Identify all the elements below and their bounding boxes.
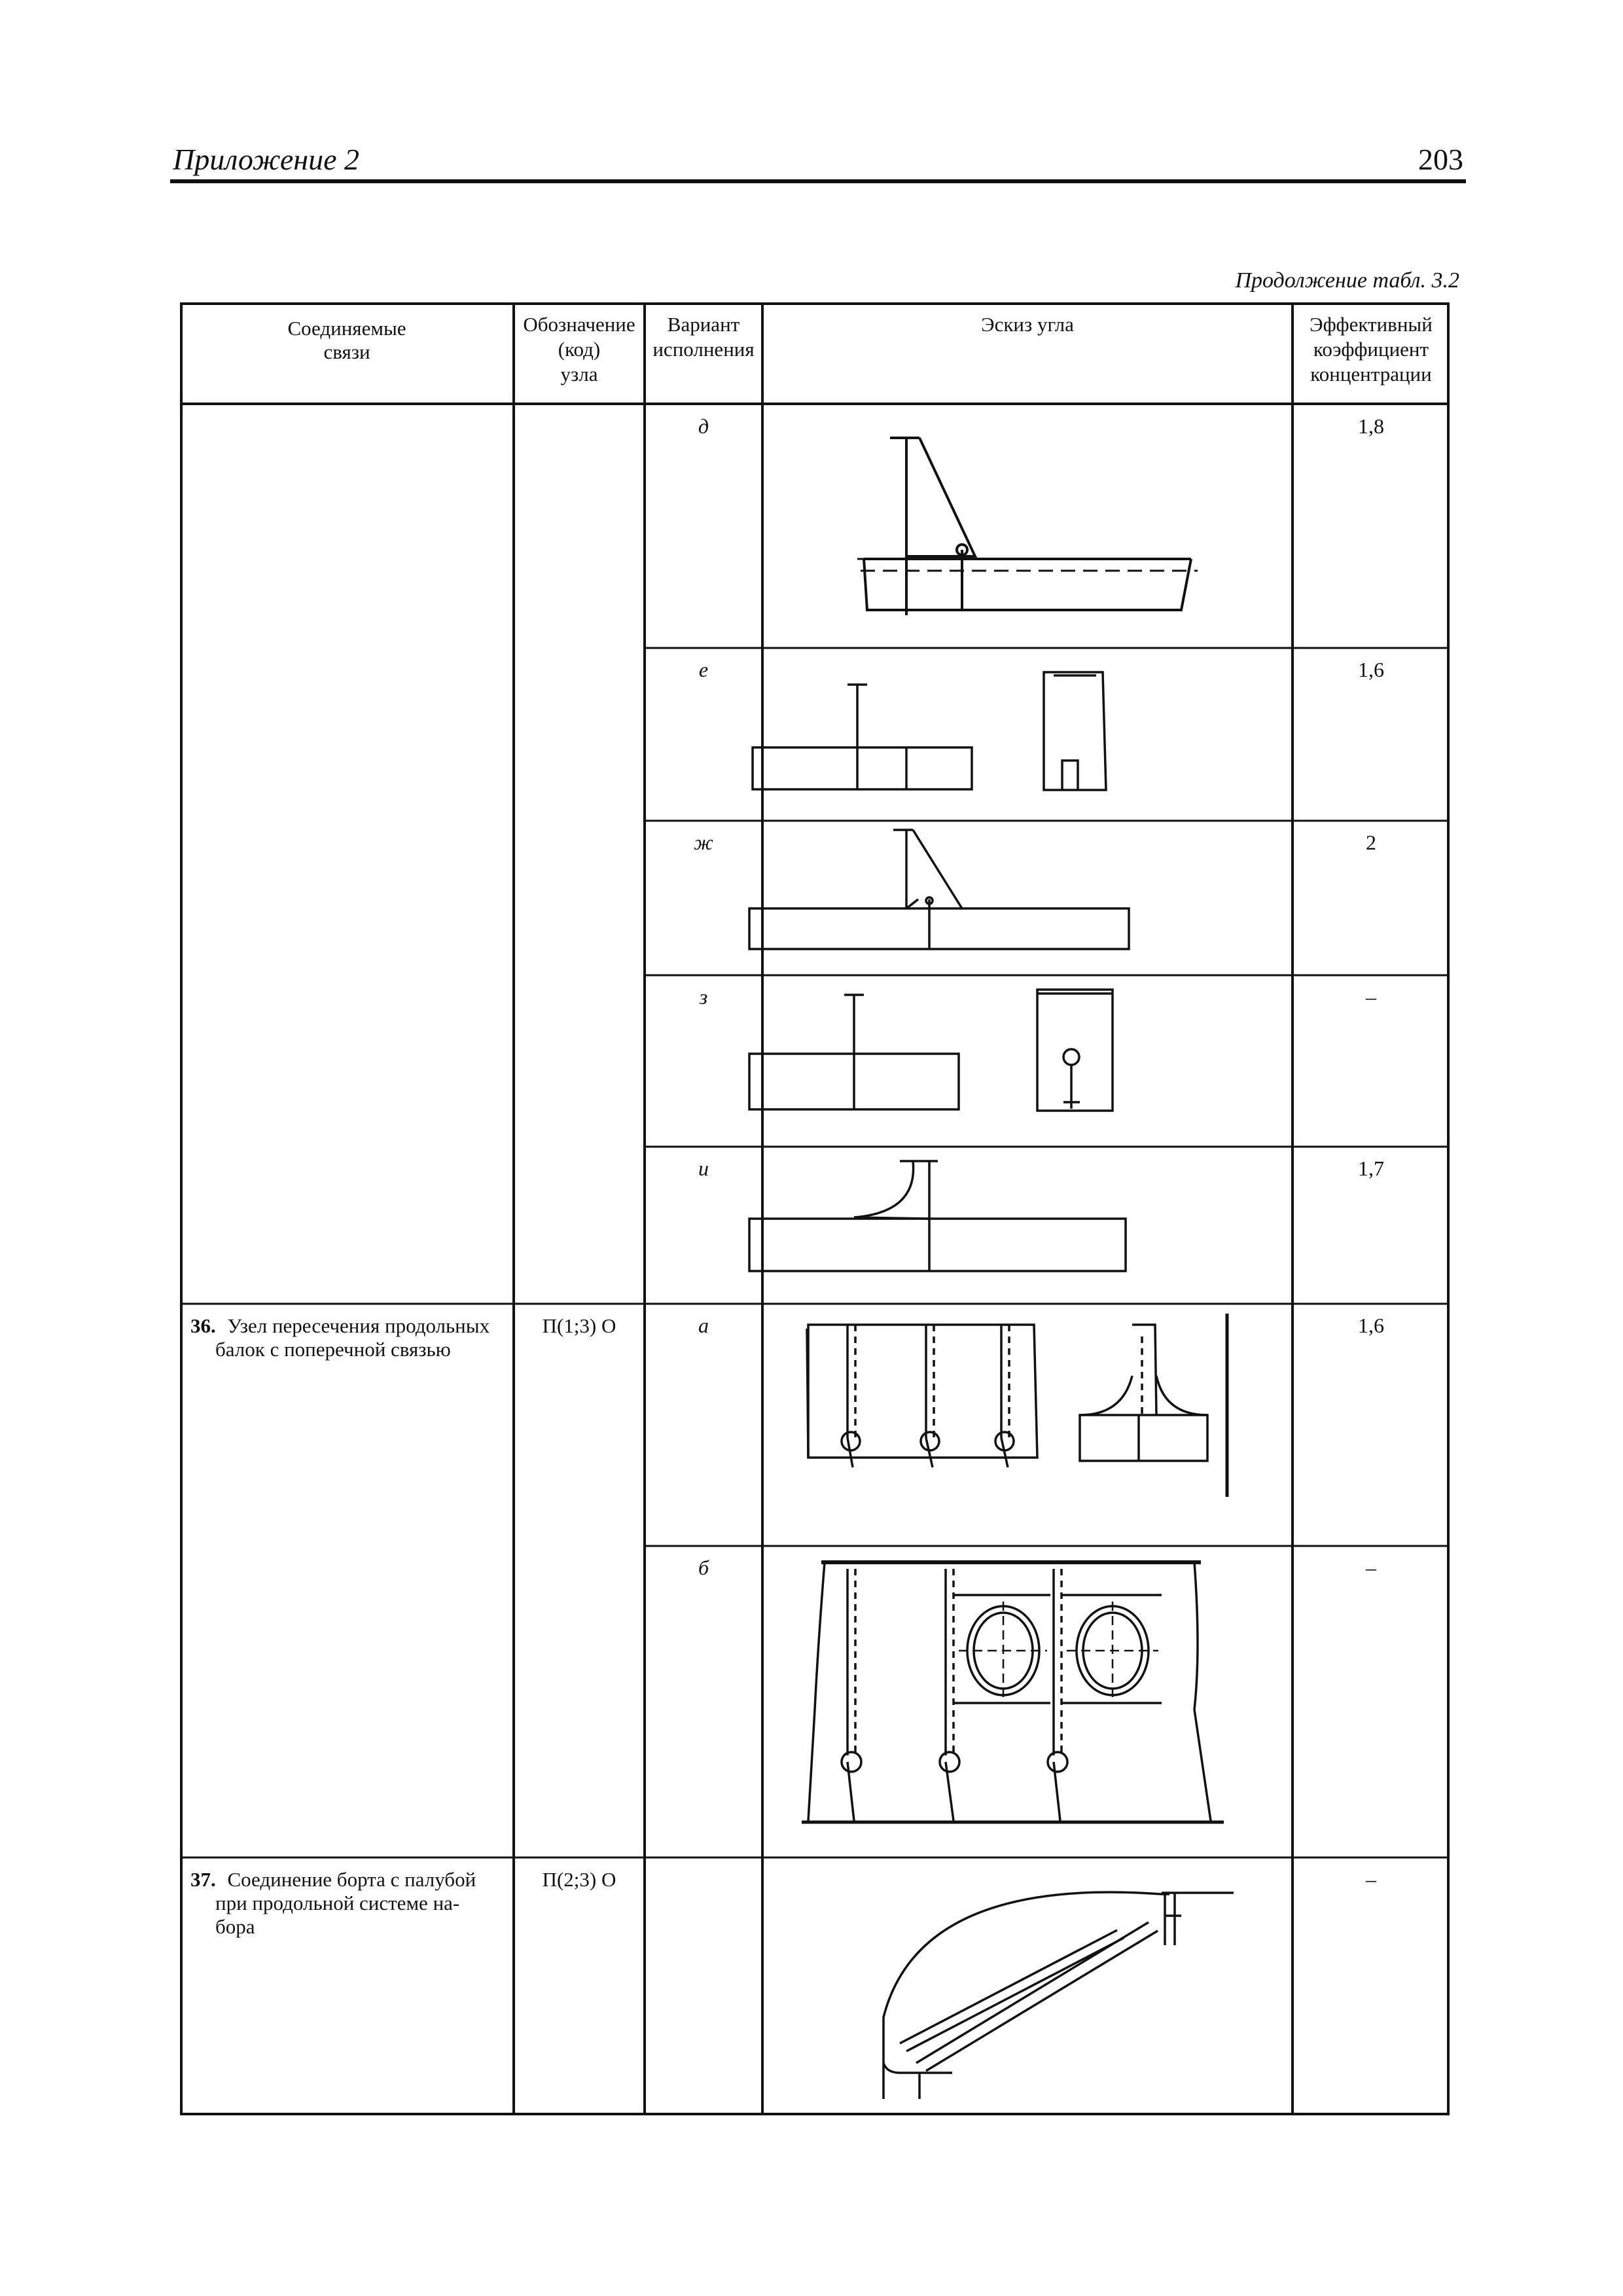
code-36: П(1;3) О: [542, 1314, 616, 1337]
row-36-text-1: Узел пересечения продольных: [227, 1314, 490, 1337]
row-37-text-1: Соединение борта с палубой: [227, 1868, 476, 1891]
col-header-sketch: Эскиз угла: [981, 313, 1074, 336]
row-37-desc-3: бора: [215, 1915, 255, 1938]
row-descriptions: [190, 1314, 490, 1938]
sketch-a-stiffeners: [842, 1325, 1014, 1450]
col-header-links-2: связи: [323, 340, 370, 363]
sketch-i: [749, 1161, 1126, 1271]
variant-labels: [694, 414, 713, 1579]
row-36-number: 36.: [190, 1314, 216, 1337]
main-table: [180, 302, 1450, 2115]
col-header-coef-2: коэффициент: [1313, 338, 1429, 361]
row-36-desc-2: балок с поперечной связью: [215, 1338, 451, 1361]
page-number: 203: [1418, 143, 1463, 176]
coef-b: –: [1366, 1556, 1376, 1579]
sketch-b-stiffeners: [842, 1569, 1067, 1772]
sketch-b: [802, 1562, 1224, 1822]
col-header-variant-2: исполнения: [652, 338, 755, 361]
coef-zh: 2: [1366, 831, 1376, 854]
sketch-d: [857, 438, 1198, 615]
col-header-code-1: Обозначение: [523, 313, 635, 336]
col-header-variant-1: Вариант: [667, 313, 740, 336]
row-37-desc-2: при продольной системе на-: [215, 1892, 460, 1914]
variant-e: е: [698, 658, 709, 681]
variant-z: з: [699, 985, 708, 1009]
coef-i: 1,7: [1358, 1157, 1384, 1180]
variant-b: б: [698, 1556, 709, 1579]
variant-i: и: [698, 1157, 709, 1180]
coef-37: –: [1366, 1867, 1376, 1891]
col-header-code-3: узла: [560, 363, 598, 386]
variant-d: д: [698, 414, 709, 438]
node-codes: [543, 1314, 616, 1891]
row-37-desc-1: [190, 1868, 476, 1891]
coef-a: 1,6: [1358, 1314, 1384, 1337]
variant-zh: ж: [694, 831, 713, 854]
row-37-number: 37.: [190, 1868, 216, 1891]
variant-a: а: [698, 1314, 709, 1337]
row-dividers: [180, 648, 1450, 1857]
table-grid: [180, 302, 1450, 2115]
sketch-z: [749, 990, 1113, 1111]
sketch-e: [753, 672, 1106, 790]
table-header: [287, 313, 1432, 386]
coef-d: 1,8: [1358, 414, 1384, 438]
table-caption: Продолжение табл. 3.2: [1235, 268, 1459, 293]
sketch-a: [807, 1314, 1227, 1497]
sketch-b-openings: [959, 1602, 1158, 1700]
col-header-coef-1: Эффективный: [1310, 313, 1433, 336]
coef-z: –: [1366, 985, 1376, 1009]
sketch-37: [883, 1892, 1234, 2099]
coefficient-values: [1358, 414, 1384, 1891]
col-header-links-1: Соединяемые: [287, 317, 406, 340]
col-header-coef-3: концентрации: [1310, 363, 1432, 386]
sketch-zh: [749, 830, 1129, 949]
coef-e: 1,6: [1358, 658, 1384, 681]
section-title: Приложение 2: [173, 143, 360, 176]
col-header-code-2: (код): [558, 338, 601, 361]
code-37: П(2;3) О: [542, 1868, 616, 1891]
page-header: [170, 143, 1466, 183]
row-36-desc-1: [190, 1314, 490, 1337]
